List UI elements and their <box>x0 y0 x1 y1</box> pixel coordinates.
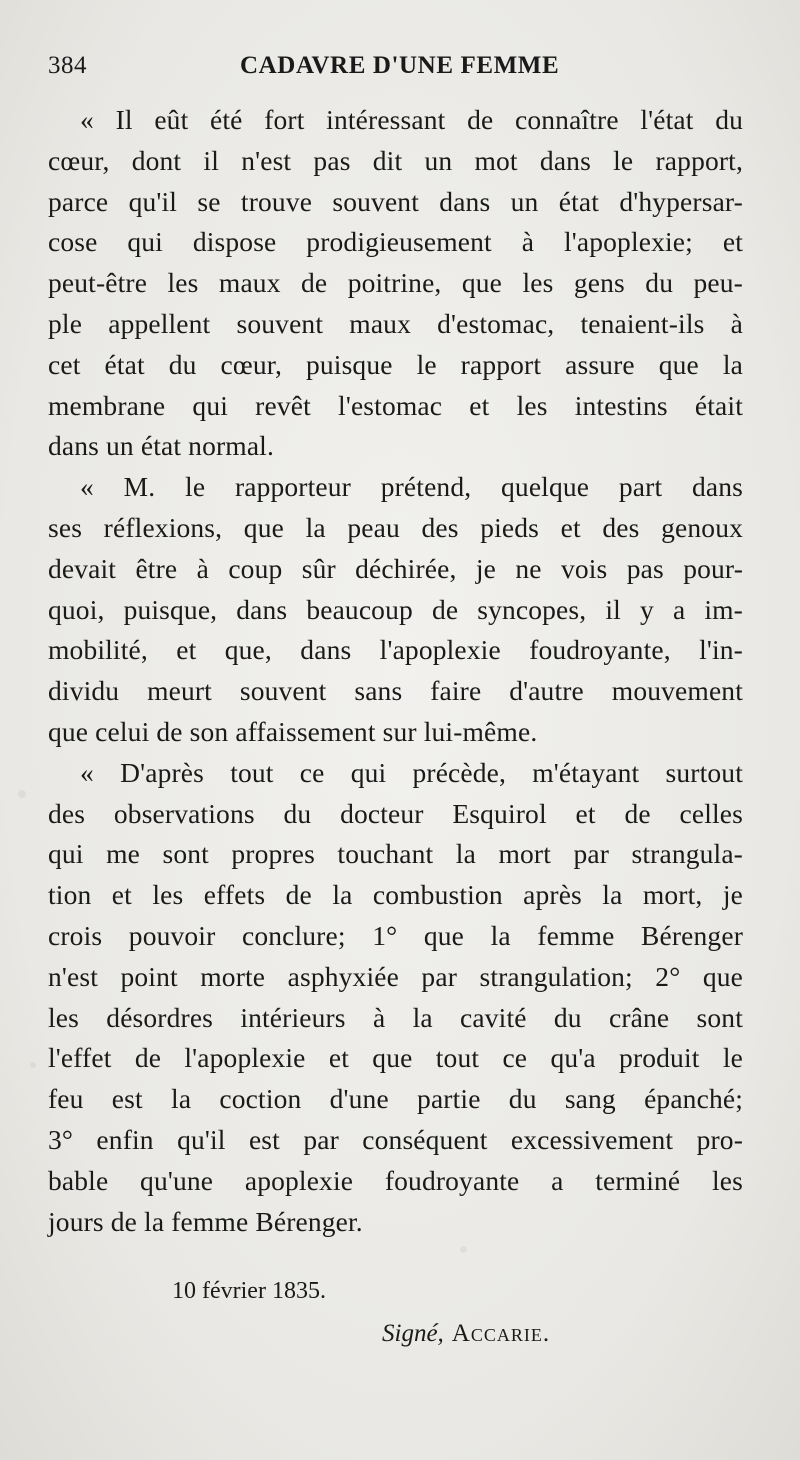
signature <box>382 1320 550 1348</box>
text-line: l'effet de l'apoplexie et que tout ce qu'a produit le <box>48 1042 743 1074</box>
text-line: parce qu'il se trouve souvent dans un état d'hypersar- <box>48 185 743 217</box>
running-title: CADAVRE D'UNE FEMME <box>240 52 560 79</box>
text-line: 3° enfin qu'il est par conséquent excessivement pro- <box>48 1123 743 1155</box>
text-line: les désordres intérieurs à la cavité du crâne sont <box>48 1001 743 1033</box>
text-line: mobilité, et que, dans l'apoplexie foudroyante, l'in- <box>48 634 743 666</box>
paragraph-3 <box>48 753 743 1243</box>
text-line: membrane qui revêt l'estomac et les intestins était <box>48 389 743 421</box>
page-number: 384 <box>48 52 87 79</box>
paragraph-2 <box>48 467 743 753</box>
text-line: feu est la coction d'une partie du sang épanché; <box>48 1083 743 1115</box>
letter-date: 10 février 1835. <box>172 1278 326 1304</box>
text-line: « D'après tout ce qui précède, m'étayant surtout <box>80 756 743 788</box>
paper-speck <box>18 790 26 798</box>
paper-speck <box>460 1246 467 1253</box>
signatory-name: Accarie. <box>451 1320 551 1347</box>
text-line: bable qu'une apoplexie foudroyante a terminé les <box>48 1164 743 1196</box>
text-line: jours de la femme Bérenger. <box>48 1205 363 1237</box>
paper-speck <box>30 1062 36 1068</box>
text-line: ple appellent souvent maux d'estomac, tenaient-ils à <box>48 307 743 339</box>
text-line: « Il eût été fort intéressant de connaître l'état du <box>80 104 743 135</box>
running-header <box>48 52 748 88</box>
text-line: peut-être les maux de poitrine, que les gens du peu- <box>48 267 743 299</box>
text-line: que celui de son affaissement sur lui-même. <box>48 715 538 747</box>
text-line: « M. le rapporteur prétend, quelque part dans <box>80 471 743 503</box>
text-line: dividu meurt souvent sans faire d'autre mouvement <box>48 675 743 707</box>
text-line: devait être à coup sûr déchirée, je ne vois pas pour- <box>48 552 743 584</box>
text-line: qui me sont propres touchant la mort par strangula- <box>48 838 743 870</box>
text-line: cet état du cœur, puisque le rapport assure que la <box>48 348 743 380</box>
text-line: des observations du docteur Esquirol et de celles <box>48 797 743 829</box>
text-line: crois pouvoir conclure; 1° que la femme Bérenger <box>48 919 743 951</box>
text-line: ses réflexions, que la peau des pieds et des genoux <box>48 511 743 543</box>
text-line: cose qui dispose prodigieusement à l'apoplexie; et <box>48 226 743 258</box>
text-line: dans un état normal. <box>48 430 274 462</box>
text-line: quoi, puisque, dans beaucoup de syncopes, il y a im- <box>48 593 743 625</box>
signed-label: Signé, <box>382 1320 444 1347</box>
text-line: tion et les effets de la combustion après la mort, je <box>48 879 743 911</box>
text-line: cœur, dont il n'est pas dit un mot dans le rapport, <box>48 144 743 176</box>
text-line: n'est point morte asphyxiée par strangulation; 2° que <box>48 960 743 992</box>
body-text <box>48 100 743 1242</box>
paragraph-1 <box>48 100 743 467</box>
